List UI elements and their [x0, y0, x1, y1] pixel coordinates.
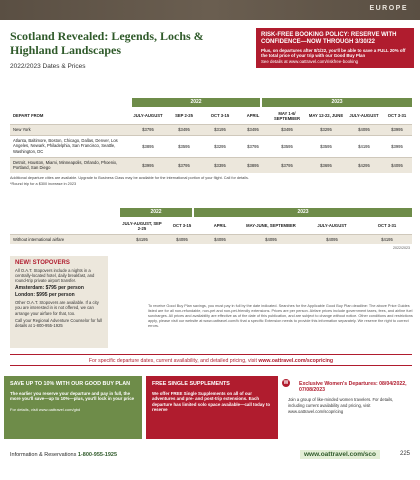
- column-header: APRIL: [213, 223, 227, 229]
- price-cell: $3995: [382, 135, 412, 157]
- good-buy-heading: SAVE UP TO 10% WITH OUR GOOD BUY PLAN: [10, 381, 131, 387]
- price-cell: $3795: [166, 157, 202, 173]
- page-number: 225: [399, 451, 410, 457]
- table-row: [10, 234, 412, 244]
- single-supplements-heading: FREE SINGLE SUPPLEMENTS: [152, 381, 230, 387]
- single-supplements-box: [146, 376, 278, 439]
- price-cell: $3995: [130, 157, 166, 173]
- price-cell: $3895: [238, 157, 268, 173]
- column-header: JULY-AUGUST: [133, 113, 163, 119]
- price-cell: $4095: [240, 234, 302, 244]
- price-cell: $3295: [306, 124, 346, 135]
- column-header: OCT 3-15: [172, 223, 192, 229]
- section-label: EUROPE: [369, 5, 408, 12]
- price-cell: $3595: [268, 135, 306, 157]
- stopovers-other: Other O.A.T. Stopovers are available. If a city you are interested in is not offered, we can arrange your airfare for that, too.: [15, 300, 99, 316]
- footer-info: [10, 452, 117, 458]
- price-cell: $3695: [306, 157, 346, 173]
- column-header: MAY-JUNE, SEPTEMBER: [246, 223, 296, 229]
- stopovers-call: Call your Regional Adventure Counselor for full details at 1-800-955-1925: [15, 317, 103, 329]
- price-cell: $4195: [346, 135, 382, 157]
- womens-logo-icon: W: [283, 380, 289, 386]
- price-cell: $3495: [238, 124, 268, 135]
- price-cell: $3395: [202, 157, 238, 173]
- price-cell: $3495: [166, 124, 202, 135]
- column-header: SEP 2-25: [175, 113, 193, 119]
- price-cell: $3295: [202, 135, 238, 157]
- column-header: JULY-AUGUST, SEP 2-25: [122, 220, 162, 231]
- column-header: MAY 12-22, JUNE: [308, 113, 344, 119]
- section-banner: [0, 0, 420, 20]
- stopovers-body: All O.A.T. Stopovers include a nights in a centrally-located hotel, daily breakfast, and round-trip private airport transfer.: [15, 267, 95, 284]
- table1-note-1: Additional departure cities are available. Upgrade to Business Class may be available for the international portion of your flight. Call for details.: [10, 176, 249, 180]
- risk-body: Plus, on departures after 8/1/22, you'll be able to save a FULL 20% off the total price of your trip with our Good Buy Plan: [261, 48, 406, 59]
- column-header: OCT 3-15: [210, 113, 230, 119]
- footer-info-label: Information & Reservations: [10, 452, 77, 458]
- price-cell: $4095: [346, 124, 382, 135]
- year-header-2022-b: 2022: [120, 208, 192, 217]
- stopovers-box: [10, 256, 108, 348]
- specific-departures-banner: [10, 354, 412, 366]
- price-table-without-air: [10, 218, 412, 244]
- stopover-london: London: $995 per person: [15, 292, 75, 299]
- footer-website[interactable]: www.oattravel.com/sco: [300, 450, 380, 459]
- page-title: Scotland Revealed: Legends, Lochs & Highland Landscapes: [10, 29, 204, 57]
- column-header: MAY 1-6/ SEPTEMBER: [273, 110, 301, 121]
- price-cell: $3495: [268, 124, 306, 135]
- table-code: 2022/2023: [393, 246, 410, 250]
- table-row: [10, 124, 412, 135]
- price-cell: $3595: [306, 135, 346, 157]
- pricing-link[interactable]: www.oattravel.com/scopricing: [258, 358, 334, 364]
- price-cell: $3595: [166, 135, 202, 157]
- good-buy-body: The earlier you reserve your departure and pay in full, the more you'll save—up to 10%—plus, you'll lock in your price: [10, 390, 135, 402]
- year-header-2023-b: 2023: [194, 208, 412, 217]
- single-supplements-body: We offer FREE Single Supplements on all of our adventures and pre- and post-trip extensions. Each departure has limited solo space available—call today to reserve: [152, 390, 271, 413]
- risk-heading: RISK-FREE BOOKING POLICY: RESERVE WITH CONFIDENCE—NOW THROUGH 3/30/22: [261, 32, 397, 45]
- price-cell: $4095: [382, 157, 412, 173]
- price-table-with-air: [10, 108, 412, 173]
- price-cell: $3795: [130, 124, 166, 135]
- year-header-2023: 2023: [262, 98, 412, 107]
- column-header: OCT 3-31: [377, 223, 397, 229]
- row-label: New York: [10, 124, 130, 135]
- womens-departures-box: [282, 376, 416, 439]
- price-cell: $3195: [202, 124, 238, 135]
- row-label: Detroit, Houston, Miami, Minneapolis, Orlando, Phoenix, Portland, San Diego: [10, 157, 130, 173]
- risk-link[interactable]: See details at www.oattravel.com/riskfree-booking: [261, 59, 359, 65]
- footer-phone[interactable]: 1-800-955-1925: [77, 452, 118, 458]
- column-header: JULY-AUGUST: [317, 223, 347, 229]
- specific-text: For specific departure dates, current availability, and detailed pricing, visit: [88, 358, 259, 364]
- risk-free-policy-box: [256, 28, 414, 68]
- womens-departures-heading: Exclusive Women's Departures: 08/04/2022, 07/08/2023: [299, 381, 407, 394]
- year-header-2022: 2022: [132, 98, 260, 107]
- price-cell: $4295: [346, 157, 382, 173]
- column-header: JULY-AUGUST: [349, 113, 379, 119]
- good-buy-plan-box: [4, 376, 142, 439]
- page-subtitle: 2022/2023 Dates & Prices: [10, 63, 86, 70]
- womens-departures-body: Join a group of like-minded women travelers. For details, including current availability and pricing, visit www.oattravel.com/scopricing: [288, 397, 394, 414]
- table-row: [10, 135, 412, 157]
- column-header: OCT 3-31: [387, 113, 407, 119]
- price-cell: $3895: [130, 135, 166, 157]
- table-row: [10, 157, 412, 173]
- fine-print: To receive Good Buy Plan savings, you must pay in full by the date indicated. Searches for the Applicable Good Buy Plan deadline: The above Price Guides listed are for all non-refundable, non-pet and non-pet-friendly extensions. Prices are per person. Airfare prices include government taxes, fees, and airline fuel surcharges. All prices and availability are effective as of the date of this publication, and are subject to change without notice. Other conditions and restrictions apply, please visit our website at www.oattravel.com/fc that a specific Extension needs to provide this information separately. We reserve the right to correct errors.: [148, 304, 413, 328]
- price-cell: $3795: [238, 135, 268, 157]
- price-cell: $4095: [302, 234, 362, 244]
- row-label: Without international airfare: [10, 234, 120, 244]
- stopover-amsterdam: Amsterdam: $795 per person: [15, 284, 84, 291]
- price-cell: $4095: [200, 234, 240, 244]
- column-header: APRIL: [246, 113, 260, 119]
- table1-note-2: *Round trip for a $300 increase in 2023: [10, 182, 77, 186]
- price-cell: $4095: [164, 234, 200, 244]
- good-buy-link[interactable]: For details, visit www.oattravel.com/gbd: [10, 406, 81, 412]
- price-cell: $4195: [120, 234, 164, 244]
- depart-from-header: DEPART FROM: [13, 113, 44, 119]
- row-label: Atlanta, Baltimore, Boston, Chicago, Dallas, Denver, Los Angeles, Newark, Philadelphia, San Francisco, Seattle, Washington, DC: [10, 135, 130, 157]
- stopovers-heading: NEW! STOPOVERS: [15, 260, 70, 266]
- price-cell: $4195: [362, 234, 412, 244]
- price-cell: $3995: [382, 124, 412, 135]
- price-cell: $3795: [268, 157, 306, 173]
